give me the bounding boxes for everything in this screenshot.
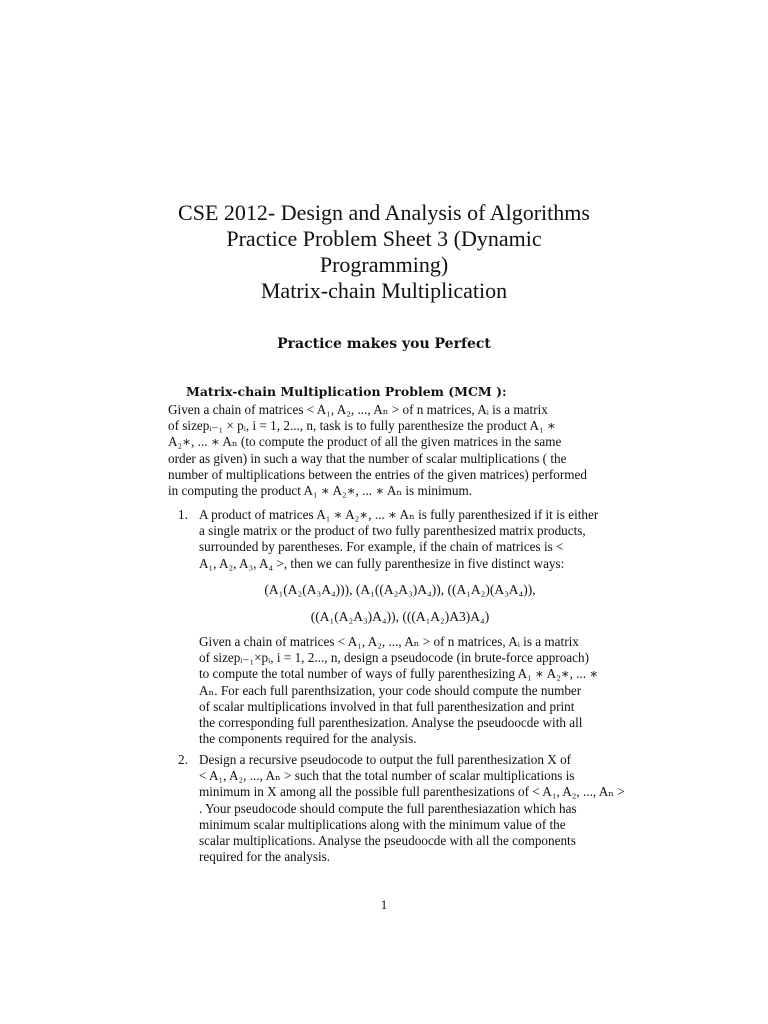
text-line: of scalar multiplications involved in that full parenthesization and print <box>199 698 575 714</box>
text-line: the corresponding full parenthesization. Analyse the pseudoocde with all <box>199 715 583 731</box>
text-line: A product of matrices A₁ ∗ A₂∗, ... ∗ Aₙ is fully parenthesized if it is either <box>199 507 599 522</box>
text-line: surrounded by parentheses. For example, if the chain of matrices is < <box>199 539 564 555</box>
equation-line: (A₁(A₂(A₃A₄))), (A₁((A₂A₃)A₄)), ((A₁A₂)(A₃A₄)), <box>264 582 536 597</box>
problem-heading: Matrix-chain Multiplication Problem (MCM ): <box>186 384 507 399</box>
text-line: to compute the total number of ways of fully parenthesizing A₁ ∗ A₂∗, ... ∗ <box>199 666 599 682</box>
item-1-body <box>199 634 630 747</box>
title-line: Matrix-chain Multiplication <box>260 278 508 303</box>
text-line: Design a recursive pseudocode to output the full parenthesization X of <box>199 752 572 767</box>
list-number: 2. <box>178 752 188 767</box>
title-line: Practice Problem Sheet 3 (Dynamic <box>226 226 542 251</box>
title-line: CSE 2012- Design and Analysis of Algorithms <box>178 200 590 225</box>
text-line: . Your pseudocode should compute the full parenthesiazation which has <box>199 800 577 816</box>
text-line: required for the analysis. <box>199 849 331 865</box>
document-title <box>0 200 768 304</box>
page-number: 1 <box>380 897 388 912</box>
equation-line: ((A₁(A₂A₃)A₄)), (((A₁A₂)A3)A₄) <box>310 609 490 624</box>
text-line: a single matrix or the product of two fully parenthesized matrix products, <box>199 523 586 539</box>
item-2-body <box>199 752 630 865</box>
text-line: < A₁, A₂, ..., Aₙ > such that the total number of scalar multiplications is <box>199 768 575 784</box>
text-line: scalar multiplications. Analyse the pseudoocde with all the components <box>199 833 576 849</box>
text-line: of sizepᵢ₋₁×pᵢ, i = 1, 2..., n, design a pseudocode (in brute-force approach) <box>199 650 589 666</box>
text-line: A₂∗, ... ∗ Aₙ (to compute the product of all the given matrices in the same <box>168 434 562 450</box>
text-line: number of multiplications between the entries of the given matrices) performed <box>168 466 587 482</box>
text-line: of sizepᵢ₋₁ × pᵢ, i = 1, 2..., n, task is to fully parenthesize the product A₁ ∗ <box>168 418 556 434</box>
text-line: Given a chain of matrices < A₁, A₂, ..., Aₙ > of n matrices, Aᵢ is a matrix <box>168 402 548 417</box>
title-line: Programming) <box>319 252 449 277</box>
problem-statement <box>168 402 629 499</box>
text-line: the components required for the analysis. <box>199 731 417 747</box>
text-line: minimum scalar multiplications along with the minimum value of the <box>199 816 566 832</box>
text-line: order as given) in such a way that the number of scalar multiplications ( the <box>168 450 567 466</box>
item-1-intro <box>199 507 630 572</box>
list-number: 1. <box>178 507 188 522</box>
text-line: minimum in X among all the possible full parenthesizations of < A₁, A₂, ..., Aₙ > <box>199 784 625 800</box>
subtitle: Practice makes you Perfect <box>277 336 491 352</box>
text-line: Given a chain of matrices < A₁, A₂, ..., Aₙ > of n matrices, Aᵢ is a matrix <box>199 634 579 649</box>
text-line: in computing the product A₁ ∗ A₂∗, ... ∗ Aₙ is minimum. <box>168 483 473 499</box>
text-line: Aₙ. For each full parenthsization, your code should compute the number <box>199 682 582 698</box>
text-line: A₁, A₂, A₃, A₄ >, then we can fully parenthesize in five distinct ways: <box>199 555 565 571</box>
